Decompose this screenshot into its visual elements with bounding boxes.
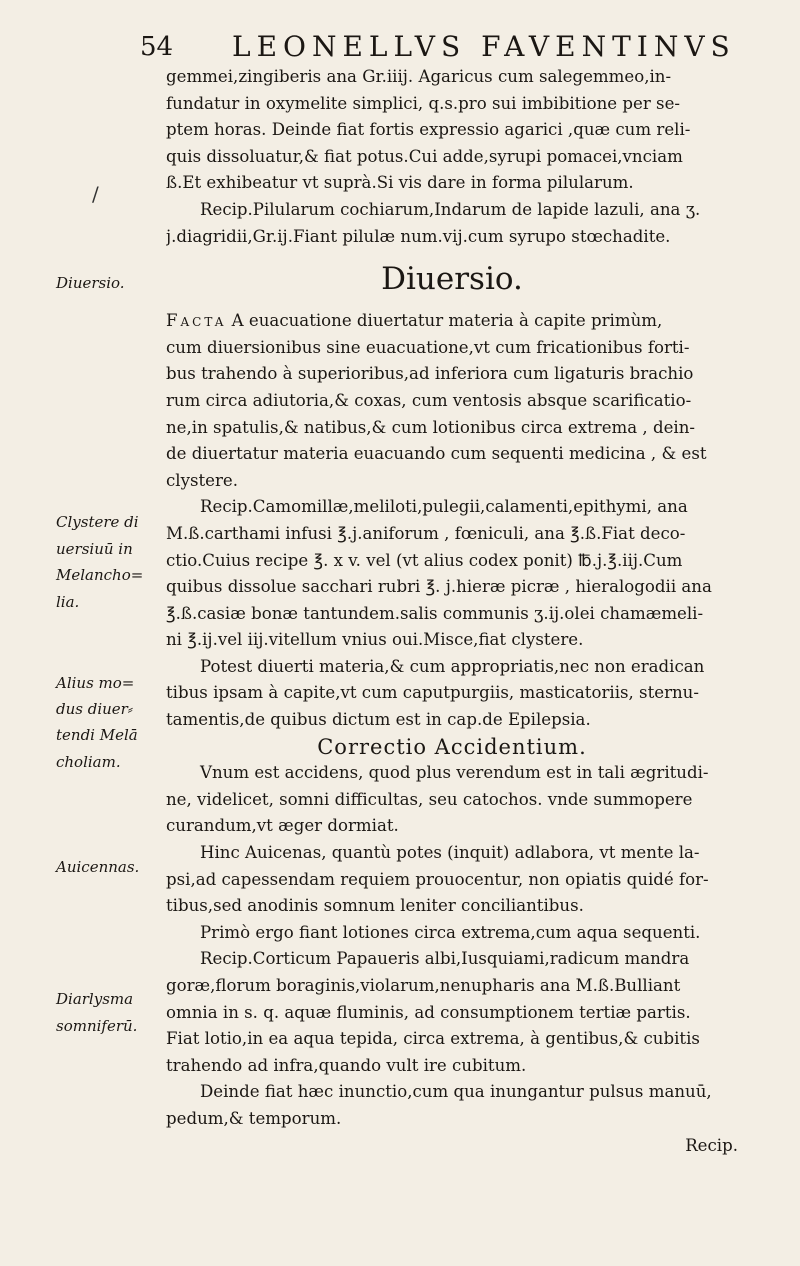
text-line: M.ß.carthami infusi ℥.j.aniforum , fœniculi, ana ℥.ß.Fiat deco- <box>166 523 686 543</box>
text-line: ne,in spatulis,& natibus,& cum lotionibus circa extrema , dein- <box>166 417 696 437</box>
text-line: Recip.Pilularum cochiarum,Indarum de lapide lazuli, ana ʒ. <box>200 199 701 219</box>
text-line: Hinc Auicenas, quantù potes (inquit) adlabora, vt mente la- <box>200 843 700 863</box>
margin-note: Diarlysma <box>56 990 134 1008</box>
text-line: Recip.Camomillæ,meliloti,pulegii,calamenti,epithymi, ana <box>200 497 688 517</box>
text-line: de diuertatur materia euacuando cum sequenti medicina , & est <box>166 444 707 464</box>
margin-note: dus diuer⸗ <box>56 700 133 718</box>
text-line: bus trahendo à superioribus,ad inferiora cum ligaturis brachio <box>166 364 694 384</box>
main-text <box>166 64 738 1159</box>
text-line: Fiat lotio,in ea aqua tepida, circa extrema, à gentibus,& cubitis <box>166 1029 700 1049</box>
page-header <box>0 30 800 66</box>
margin-note: Alius mo= <box>56 674 135 692</box>
text-line: j.diagridii,Gr.ij.Fiant pilulæ num.vij.cum syrupo stœchadite. <box>166 226 671 246</box>
margin-note: somniferū. <box>56 1017 138 1035</box>
text-line: omnia in s. q. aquæ fluminis, ad consumptionem tertiæ partis. <box>166 1002 691 1022</box>
text-line: fundatur in oxymelite simplici, q.s.pro sui imbibitione per se- <box>166 93 680 113</box>
text-line: Vnum est accidens, quod plus verendum est in tali ægritudi- <box>200 763 709 783</box>
margin-note: Melancho= <box>56 566 144 584</box>
text-line: pedum,& temporum. <box>166 1108 342 1128</box>
text-line: quis dissoluatur,& fiat potus.Cui adde,syrupi pomacei,vnciam <box>166 146 683 166</box>
text-line: ni ℥.ij.vel iij.vitellum vnius oui.Misce,fiat clystere. <box>166 630 584 650</box>
text-line: tibus,sed anodinis somnum leniter conciliantibus. <box>166 896 584 916</box>
running-head: LEONELLVS FAVENTINVS <box>232 30 736 63</box>
section-heading-correctio: Correctio Accidentium. <box>317 734 587 759</box>
margin-note: Auicennas. <box>56 858 140 876</box>
drop-word: Facta <box>166 311 227 331</box>
text-line: ctio.Cuius recipe ℥. x v. vel (vt alius codex ponit) ℔.j.℥.iij.Cum <box>166 550 683 570</box>
text-line: ne, videlicet, somni difficultas, seu catochos. vnde summopere <box>166 789 693 809</box>
margin-note: lia. <box>56 593 80 611</box>
section-heading-diuersio: Diuersio. <box>381 261 523 298</box>
text-line: Primò ergo fiant lotiones circa extrema,cum aqua sequenti. <box>200 922 701 942</box>
text-line: gemmei,zingiberis ana Gr.iiij. Agaricus cum salegemmeo,in- <box>166 67 672 86</box>
text-line: cum diuersionibus sine euacuatione,vt cum fricationibus forti- <box>166 337 690 357</box>
margin-note: Diuersio. <box>56 274 125 292</box>
text-fragment: A euacuatione diuertatur materia à capite primùm, <box>231 311 663 331</box>
text-line: rum circa adiutoria,& coxas, cum ventosis absque scarificatio- <box>166 390 692 410</box>
text-line: tibus ipsam à capite,vt cum caputpurgiis, masticatoriis, sternu- <box>166 683 699 703</box>
text-line: ß.Et exhibeatur vt suprà.Si vis dare in forma pilularum. <box>166 173 634 193</box>
catchword: Recip. <box>685 1135 738 1155</box>
text-line: ℥.ß.casiæ bonæ tantundem.salis communis ʒ.ij.olei chamæmeli- <box>166 603 704 623</box>
ink-mark: / <box>92 182 99 206</box>
text-line: tamentis,de quibus dictum est in cap.de Epilepsia. <box>166 710 591 730</box>
margin-note: tendi Melā <box>56 726 138 744</box>
text-line <box>166 308 738 335</box>
text-line: goræ,florum boraginis,violarum,nenupharis ana M.ß.Bulliant <box>166 976 681 995</box>
text-line: Deinde fiat hæc inunctio,cum qua inungantur pulsus manuū, <box>200 1082 712 1102</box>
page-number: 54 <box>140 32 174 62</box>
text-line: trahendo ad infra,quando vult ire cubitum. <box>166 1055 527 1075</box>
text-line: ptem horas. Deinde fiat fortis expressio agarici ,quæ cum reli- <box>166 120 691 140</box>
text-line: curandum,vt æger dormiat. <box>166 816 399 836</box>
text-line: clystere. <box>166 470 239 490</box>
text-line: psi,ad capessendam requiem prouocentur, non opiatis quidé for- <box>166 869 709 889</box>
margin-note: choliam. <box>56 753 121 771</box>
text-line: quibus dissolue sacchari rubri ℥. j.hieræ picræ , hieralogodii ana <box>166 577 712 597</box>
text-line: Potest diuerti materia,& cum appropriatis,nec non eradican <box>200 656 705 676</box>
margin-note: Clystere di <box>56 513 139 531</box>
text-line: Recip.Corticum Papaueris albi,Iusquiami,radicum mandra <box>200 949 690 969</box>
margin-note: uersiuū in <box>56 540 133 558</box>
